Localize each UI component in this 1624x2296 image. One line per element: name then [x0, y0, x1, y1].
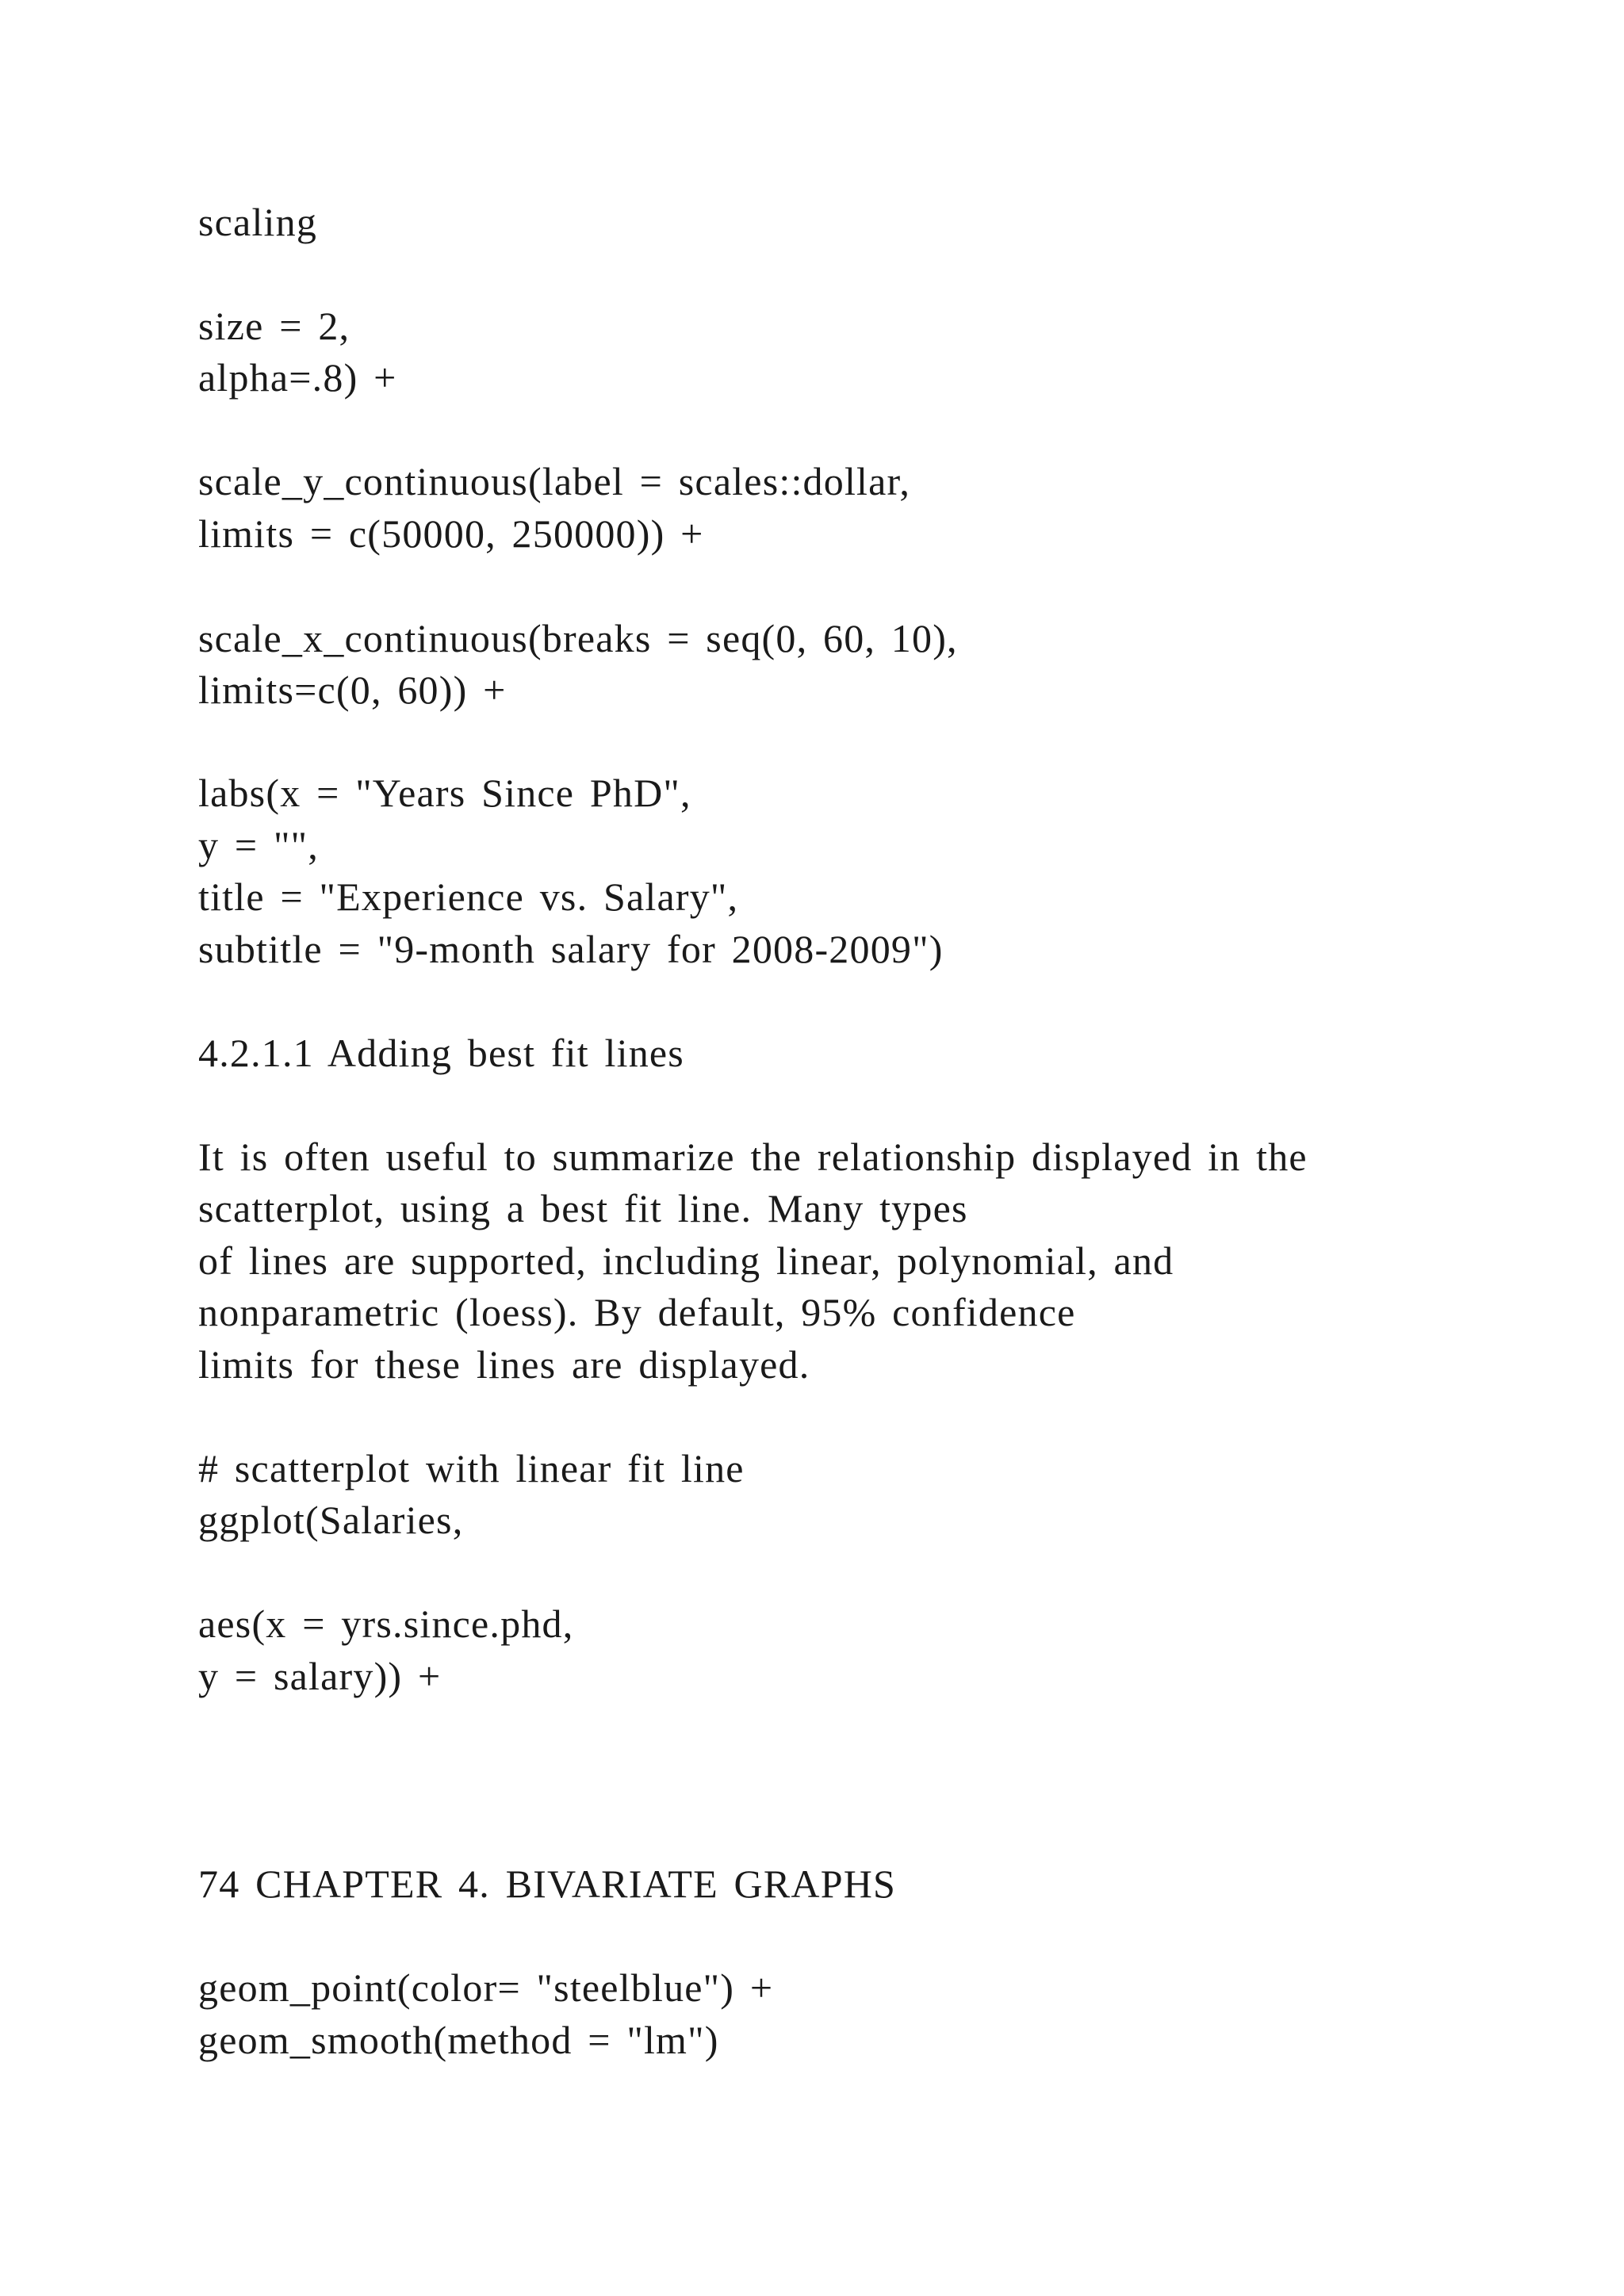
- code-comment: # scatterplot with linear fit line: [198, 1446, 745, 1490]
- section-heading: 4.2.1.1 Adding best fit lines: [198, 1031, 684, 1075]
- paragraph-line-5: limits for these lines are displayed.: [198, 1342, 810, 1387]
- code-line-scale-x: scale_x_continuous(breaks = seq(0, 60, 10),: [198, 616, 958, 660]
- code-line-size: size = 2,: [198, 304, 350, 348]
- code-line-limits-x: limits=c(0, 60)) +: [198, 668, 507, 712]
- text-line-scaling: scaling: [198, 200, 318, 244]
- code-line-geom-smooth: geom_smooth(method = "lm"): [198, 2018, 719, 2062]
- paragraph-line-4: nonparametric (loess). By default, 95% confidence: [198, 1290, 1076, 1334]
- code-line-scale-y: scale_y_continuous(label = scales::dollar,: [198, 459, 911, 503]
- code-line-labs-x: labs(x = "Years Since PhD",: [198, 771, 691, 815]
- code-line-labs-title: title = "Experience vs. Salary",: [198, 874, 739, 919]
- code-line-limits-y: limits = c(50000, 250000)) +: [198, 511, 704, 556]
- paragraph-line-3: of lines are supported, including linear, polynomial, and: [198, 1238, 1174, 1283]
- paragraph-line-2: scatterplot, using a best fit line. Many types: [198, 1186, 968, 1230]
- code-line-labs-y: y = "",: [198, 823, 319, 867]
- code-line-ggplot: ggplot(Salaries,: [198, 1498, 464, 1542]
- code-line-aes-x: aes(x = yrs.since.phd,: [198, 1601, 574, 1646]
- paragraph-line-1: It is often useful to summarize the relationship displayed in the: [198, 1135, 1308, 1179]
- code-line-geom-point: geom_point(color= "steelblue") +: [198, 1965, 774, 2010]
- code-line-alpha: alpha=.8) +: [198, 355, 397, 400]
- code-line-aes-y: y = salary)) +: [198, 1654, 442, 1698]
- page-header: 74 CHAPTER 4. BIVARIATE GRAPHS: [198, 1862, 897, 1906]
- code-line-labs-subtitle: subtitle = "9-month salary for 2008-2009"): [198, 927, 944, 971]
